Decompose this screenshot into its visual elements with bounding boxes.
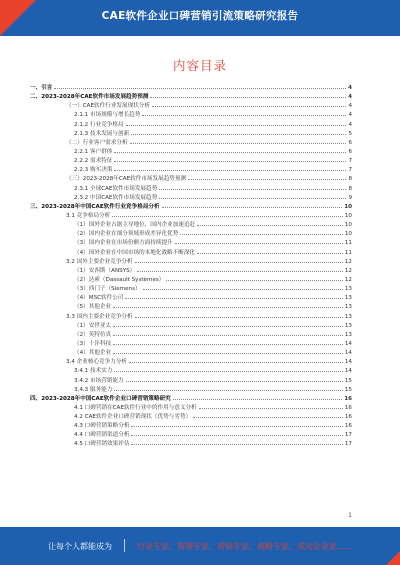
toc-entry-page: 7 [348, 167, 352, 174]
toc-entry-page: 10 [344, 222, 352, 229]
toc-leader-dots [113, 353, 343, 354]
toc-entry-label: （3）西门子（Siemens） [74, 286, 141, 293]
toc-leader-dots [113, 335, 343, 336]
toc-entry[interactable] [30, 185, 352, 194]
toc-entry-label: （1）安西斯（ANSYS） [74, 267, 136, 274]
toc-entry-page: 13 [344, 313, 352, 320]
toc-entry-page: 17 [344, 441, 352, 448]
toc-entry-page: 13 [344, 286, 352, 293]
toc-entry-page: 17 [344, 432, 352, 439]
toc-entry[interactable] [30, 166, 352, 175]
toc-leader-dots [54, 88, 346, 89]
toc-entry[interactable] [30, 386, 352, 395]
toc-entry-page: 11 [344, 240, 352, 247]
toc-leader-dots [166, 280, 342, 281]
toc-entry-page: 8 [348, 185, 352, 192]
toc-leader-dots [152, 106, 346, 107]
toc-leader-dots [126, 125, 347, 126]
toc-leader-dots [114, 371, 342, 372]
toc-entry-label: 二、2023-2028年CAE软件市场发展趋势预测 [30, 94, 149, 101]
toc-entry-page: 12 [344, 276, 352, 283]
toc-entry-label: （三）2023-2028年CAE软件市场发展趋势预测 [66, 176, 187, 183]
table-of-contents [30, 84, 352, 450]
toc-entry-label: 2.2.1 客户群体 [74, 148, 113, 155]
toc-entry-label: （4）MSC软件公司 [74, 295, 124, 302]
toc-entry-page: 9 [348, 194, 352, 201]
toc-leader-dots [137, 271, 343, 272]
toc-entry[interactable] [30, 313, 352, 322]
toc-entry-label: 3.1 竞争格局分析 [66, 212, 111, 219]
toc-entry-label: （一）CAE软件行业发展现状分析 [66, 103, 150, 110]
toc-leader-dots [197, 253, 343, 254]
toc-entry-page: 13 [344, 331, 352, 338]
toc-entry-label: 4.2 CAE软件企业口碑营销现状（优势与劣势） [74, 414, 192, 421]
toc-entry-label: 2.2.2 需求特征 [74, 158, 113, 165]
toc-entry[interactable] [30, 239, 352, 248]
toc-entry-page: 5 [348, 130, 352, 137]
toc-entry-page: 6 [348, 139, 352, 146]
toc-leader-dots [113, 307, 343, 308]
footer-bar [0, 527, 400, 565]
toc-entry-page: 13 [344, 304, 352, 311]
toc-leader-dots [135, 317, 343, 318]
toc-entry[interactable] [30, 294, 352, 303]
toc-entry-page: 12 [344, 258, 352, 265]
toc-leader-dots [199, 408, 343, 409]
toc-entry-label: 3.2 国外主要企业竞争分析 [66, 258, 133, 265]
toc-entry-label: （3）十沣科技 [74, 340, 112, 347]
toc-leader-dots [150, 97, 346, 98]
toc-entry-page: 4 [348, 85, 352, 91]
toc-entry[interactable] [30, 331, 352, 340]
toc-entry[interactable] [30, 395, 352, 404]
toc-entry-label: 2.3.2 中国CAE软件市场发展趋势 [74, 194, 158, 201]
toc-entry-page: 10 [344, 212, 352, 219]
toc-entry[interactable] [30, 431, 352, 440]
toc-leader-dots [159, 198, 346, 199]
toc-entry-label: 2.3.1 全球CAE软件市场发展趋势 [74, 185, 158, 192]
toc-entry[interactable] [30, 130, 352, 139]
toc-entry-page: 14 [344, 350, 352, 357]
page-number: 1 [348, 512, 352, 519]
toc-entry[interactable] [30, 93, 352, 102]
toc-entry-label: （1）国外企业占据主导地位，国内企业加速追赶 [74, 222, 196, 229]
toc-entry-page: 13 [344, 322, 352, 329]
toc-entry-page: 16 [344, 423, 352, 430]
toc-entry-label: 4.1 口碑营销在CAE软件行业中的作用与意义分析 [74, 404, 197, 411]
toc-entry-label: （3）国内企业在市场份额方面持续提升 [74, 240, 173, 247]
toc-entry[interactable] [30, 175, 352, 184]
toc-leader-dots [188, 179, 346, 180]
toc-entry-page: 16 [344, 414, 352, 421]
toc-entry[interactable] [30, 404, 352, 413]
toc-entry-page: 4 [348, 94, 352, 101]
toc-entry[interactable] [30, 303, 352, 312]
toc-entry-label: 2.1.2 行业竞争格局 [74, 121, 124, 128]
toc-entry[interactable] [30, 367, 352, 376]
toc-leader-dots [112, 216, 343, 217]
toc-entry[interactable] [30, 221, 352, 230]
toc-entry[interactable] [30, 340, 352, 349]
toc-entry[interactable] [30, 212, 352, 221]
toc-entry[interactable] [30, 258, 352, 267]
toc-leader-dots [125, 298, 342, 299]
toc-entry[interactable] [30, 267, 352, 276]
toc-entry[interactable] [30, 102, 352, 111]
footer-accent-corner [386, 551, 400, 565]
toc-entry-label: 一、引言 [30, 85, 53, 91]
toc-entry[interactable] [30, 157, 352, 166]
toc-entry[interactable] [30, 413, 352, 422]
toc-leader-dots [131, 444, 342, 445]
toc-entry-page: 8 [348, 176, 352, 183]
toc-entry-label: 三、2023-2028年中国CAE软件行业竞争格局分析 [30, 203, 160, 210]
toc-entry-label: 2.1.1 市场规模与增长趋势 [74, 112, 141, 119]
toc-leader-dots [173, 399, 342, 400]
toc-entry-page: 10 [344, 231, 352, 238]
toc-entry-label: 3.4.2 市场营销能力 [74, 377, 124, 384]
toc-entry-label: 3.4 企业核心竞争力分析 [66, 359, 128, 366]
toc-entry-page: 6 [348, 148, 352, 155]
toc-entry-page: 4 [348, 103, 352, 110]
toc-entry-label: （5）其他企业 [74, 304, 112, 311]
toc-entry-page: 12 [344, 267, 352, 274]
toc-leader-dots [126, 381, 343, 382]
toc-entry[interactable] [30, 203, 352, 212]
toc-entry-label: 2.2.3 购买决策 [74, 167, 113, 174]
toc-leader-dots [129, 362, 343, 363]
toc-heading: 内容目录 [172, 58, 227, 73]
toc-leader-dots [131, 134, 346, 135]
toc-leader-dots [114, 390, 342, 391]
header-bar [0, 0, 400, 36]
toc-entry-label: （4）其他企业 [74, 350, 112, 357]
toc-entry-page: 4 [348, 112, 352, 119]
toc-entry[interactable] [30, 322, 352, 331]
toc-entry-label: 3.3 国内主要企业竞争分析 [66, 313, 133, 320]
toc-leader-dots [135, 262, 343, 263]
toc-leader-dots [197, 225, 343, 226]
toc-leader-dots [114, 170, 346, 171]
toc-entry-page: 15 [344, 377, 352, 384]
toc-entry[interactable] [30, 121, 352, 130]
toc-entry-page: 11 [344, 249, 352, 256]
toc-entry-page: 7 [348, 158, 352, 165]
toc-leader-dots [113, 344, 343, 345]
toc-entry-page: 16 [344, 395, 352, 402]
toc-entry[interactable] [30, 111, 352, 120]
toc-leader-dots [193, 417, 343, 418]
toc-leader-dots [180, 234, 343, 235]
toc-entry-label: 3.4.1 技术实力 [74, 368, 113, 375]
toc-entry-label: 4.5 口碑营销效果评估 [74, 441, 130, 448]
report-title: CAE软件企业口碑营销引流策略研究报告 [101, 10, 299, 22]
toc-entry-page: 4 [348, 121, 352, 128]
toc-leader-dots [159, 189, 346, 190]
toc-entry-page: 13 [344, 295, 352, 302]
toc-leader-dots [143, 289, 343, 290]
toc-entry[interactable] [30, 84, 352, 93]
toc-entry-page: 14 [344, 340, 352, 347]
toc-entry-label: 4.3 口碑营销策略分析 [74, 423, 130, 430]
toc-leader-dots [114, 161, 346, 162]
toc-entry-label: （二）行业客户需求分析 [66, 139, 128, 146]
toc-entry-label: 2.1.3 技术发展与创新 [74, 130, 130, 137]
toc-entry[interactable] [30, 422, 352, 431]
toc-leader-dots [162, 207, 343, 208]
footer-slogan-right: 行业专家、管理专家、营销专家、战略专家、成功企业家…… [137, 542, 353, 551]
toc-entry-label: 3.4.3 服务能力 [74, 386, 113, 393]
toc-entry[interactable] [30, 349, 352, 358]
toc-leader-dots [175, 243, 343, 244]
toc-entry[interactable] [30, 377, 352, 386]
toc-entry-label: 4.4 口碑营销渠道分析 [74, 432, 130, 439]
toc-entry-label: （4）国外企业在中国市场的本地化战略不断深化 [74, 249, 196, 256]
toc-leader-dots [130, 143, 347, 144]
toc-leader-dots [131, 435, 342, 436]
toc-entry[interactable] [30, 358, 352, 367]
toc-entry-page: 15 [344, 386, 352, 393]
toc-entry-page: 16 [344, 404, 352, 411]
toc-entry[interactable] [30, 285, 352, 294]
toc-entry[interactable] [30, 249, 352, 258]
toc-entry[interactable] [30, 139, 352, 148]
toc-entry-label: （2）英特仿真 [74, 331, 112, 338]
toc-entry-label: （2）国内企业在细分领域形成差异化优势 [74, 231, 179, 238]
footer-slogan-left: 让每个人都能成为 [48, 542, 112, 551]
toc-entry[interactable] [30, 148, 352, 157]
toc-leader-dots [114, 152, 346, 153]
toc-leader-dots [131, 426, 342, 427]
toc-entry-page: 10 [344, 203, 352, 210]
toc-entry[interactable] [30, 194, 352, 203]
toc-entry-page: 14 [344, 368, 352, 375]
toc-leader-dots [142, 115, 346, 116]
toc-entry-label: （1）安世亚太 [74, 322, 112, 329]
toc-entry[interactable] [30, 276, 352, 285]
toc-entry[interactable] [30, 230, 352, 239]
toc-leader-dots [113, 326, 343, 327]
toc-entry-label: 四、2023-2028年中国CAE软件企业口碑营销策略研究 [30, 395, 171, 402]
toc-entry-label: （2）达索（Dassault Systèmes） [74, 276, 165, 283]
toc-entry[interactable] [30, 440, 352, 449]
toc-entry-page: 14 [344, 359, 352, 366]
footer-divider [124, 539, 125, 552]
